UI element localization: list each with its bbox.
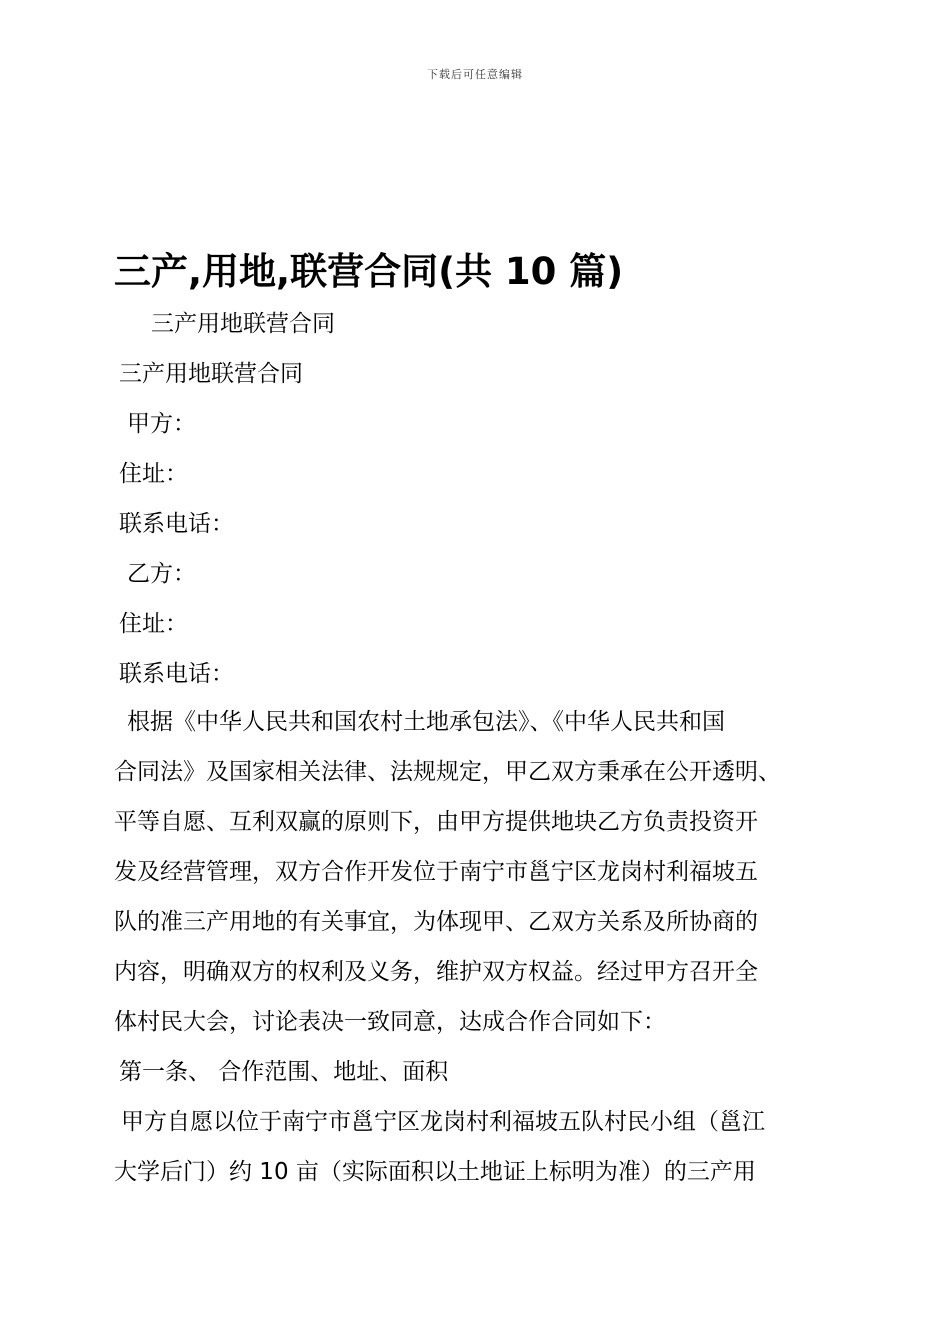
article-1-heading: 第一条、 合作范围、地址、面积 xyxy=(119,1059,449,1085)
preamble-line: 根据《中华人民共和国农村土地承包法》、《中华人民共和国 xyxy=(127,709,725,735)
party-b-phone-label: 联系电话： xyxy=(119,661,234,687)
party-a-label: 甲方： xyxy=(127,411,196,437)
preamble-line: 体村民大会，讨论表决一致同意，达成合作合同如下： xyxy=(114,1009,666,1035)
party-b-address-label: 住址： xyxy=(119,611,188,637)
article-1-line: 甲方自愿以位于南宁市邕宁区龙岗村利福坡五队村民小组（邕江 xyxy=(121,1109,765,1135)
contract-heading: 三产用地联营合同 xyxy=(119,361,303,387)
header-note: 下载后可任意编辑 xyxy=(427,68,523,81)
party-a-phone-label: 联系电话： xyxy=(119,511,234,537)
preamble-line: 队的准三产用地的有关事宜，为体现甲、乙双方关系及所协商的 xyxy=(114,909,758,935)
article-1-line: 大学后门）约 10 亩（实际面积以土地证上标明为准）的三产用 xyxy=(114,1159,756,1185)
party-a-address-label: 住址： xyxy=(119,461,188,487)
preamble-line: 发及经营管理，双方合作开发位于南宁市邕宁区龙岗村利福坡五 xyxy=(114,859,758,885)
preamble-line: 合同法》及国家相关法律、法规规定，甲乙双方秉承在公开透明、 xyxy=(114,759,781,785)
party-b-label: 乙方： xyxy=(127,561,196,587)
document-subtitle: 三产用地联营合同 xyxy=(151,311,335,337)
preamble-line: 平等自愿、互利双赢的原则下，由甲方提供地块乙方负责投资开 xyxy=(114,809,758,835)
document-title: 三产,用地,联营合同(共 10 篇) xyxy=(114,250,624,293)
preamble-line: 内容，明确双方的权利及义务，维护双方权益。经过甲方召开全 xyxy=(114,959,758,985)
